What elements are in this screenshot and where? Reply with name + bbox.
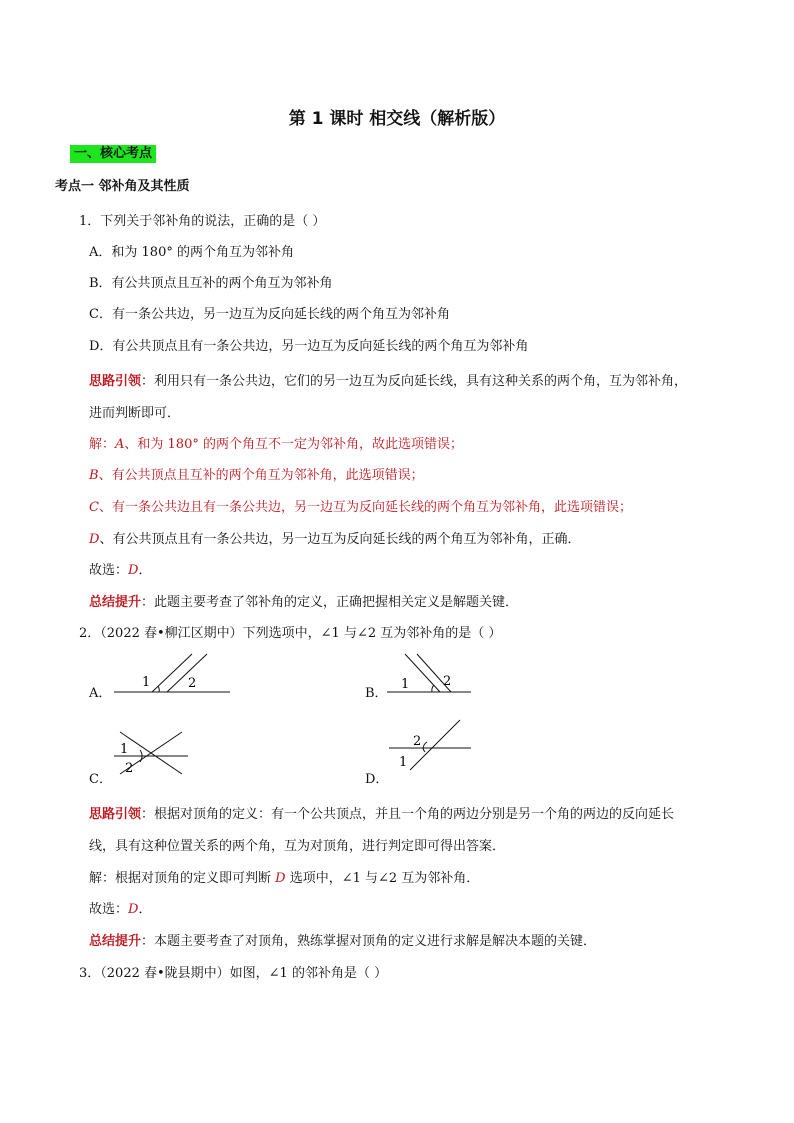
- q2-solution: [89, 867, 479, 886]
- fig-b-label-1: 1: [401, 677, 410, 692]
- q2-option-d-label: D．: [365, 772, 389, 787]
- q2-figure-c: [112, 728, 192, 778]
- q2-hint: [89, 803, 674, 822]
- q1-sol-c-letter: C: [89, 500, 99, 515]
- q1-sol-c-text: 、有一条公共边且有一条公共边，另一边互为反向延长线的两个角互为邻补角，此选项错误；: [98, 500, 632, 515]
- q1-hint-cont: 进而判断即可．: [89, 406, 181, 421]
- q2-sol-prefix: 解：根据对顶角的定义即可判断: [89, 871, 276, 886]
- fig-c-label-2: 2: [125, 761, 134, 776]
- q1-summary-label: 总结提升: [89, 595, 142, 610]
- q1-option-a: A．和为 180° 的两个角互为邻补角: [89, 245, 294, 260]
- q1-sol-d-text: 、有公共顶点且有一条公共边，另一边互为反向延长线的两个角互为邻补角，正确．: [99, 532, 581, 547]
- q1-sol-b: [89, 464, 424, 483]
- q1-sol-a: [89, 433, 463, 452]
- q2-answer: [89, 898, 151, 917]
- q1-answer: [89, 559, 151, 578]
- q2-summary: [89, 930, 596, 949]
- q2-option-c-label: C．: [89, 772, 112, 787]
- q1-option-c: C．有一条公共边，另一边互为反向延长线的两个角互为邻补角: [89, 307, 450, 322]
- q1-option-d: D．有公共顶点且有一条公共边，另一边互为反向延长线的两个角互为邻补角: [89, 339, 529, 354]
- q1-answer-suffix: ．: [138, 563, 152, 578]
- q1-sol-a-text: 、和为 180° 的两个角互不一定为邻补角，故此选项错误；: [124, 437, 463, 452]
- q2-option-b-label: B．: [365, 686, 388, 701]
- q1-sol-d: [89, 528, 580, 547]
- q1-summary-text: ：此题主要考查了邻补角的定义，正确把握相关定义是解题关键．: [141, 595, 519, 610]
- fig-d-label-1: 1: [399, 755, 408, 770]
- q2-answer-suffix: ．: [138, 902, 152, 917]
- q2-stem: 2．（2022 春•柳江区期中）下列选项中，∠1 与∠2 互为邻补角的是（ ）: [79, 626, 502, 641]
- q2-sol-letter: D: [275, 871, 286, 886]
- fig-d-label-2: 2: [413, 734, 422, 749]
- q1-summary: [89, 591, 518, 610]
- kaodian-heading: 考点一 邻补角及其性质: [55, 179, 190, 194]
- q1-hint-label: 思路引领: [89, 374, 142, 389]
- fig-b-label-2: 2: [443, 674, 452, 689]
- q2-answer-letter: D: [128, 902, 139, 917]
- page-title: 第 1 课时 相交线（解析版）: [288, 109, 506, 129]
- q2-figure-b: [385, 652, 475, 697]
- q2-answer-prefix: 故选：: [89, 902, 129, 917]
- q1-hint: [89, 370, 687, 389]
- q2-hint-label: 思路引领: [89, 807, 142, 822]
- q1-answer-prefix: 故选：: [89, 563, 129, 578]
- q1-answer-letter: D: [128, 563, 139, 578]
- q1-sol-d-letter: D: [89, 532, 100, 547]
- q1-sol-label: 解：: [89, 437, 116, 452]
- q1-sol-c: [89, 496, 632, 515]
- q2-figure-a: [112, 652, 232, 697]
- q1-sol-b-letter: B: [89, 468, 99, 483]
- q2-summary-label: 总结提升: [89, 934, 142, 949]
- section-banner: 一、核心考点: [70, 145, 156, 163]
- q2-hint-text-1: ：根据对顶角的定义：有一个公共顶点，并且一个角的两边分别是另一个角的两边的反向延长: [141, 807, 675, 822]
- q2-summary-text: ：本题主要考查了对顶角，熟练掌握对顶角的定义进行求解是解决本题的关键．: [141, 934, 597, 949]
- q1-sol-b-text: 、有公共顶点且互补的两个角互为邻补角，此选项错误；: [98, 468, 424, 483]
- q1-option-b: B．有公共顶点且互补的两个角互为邻补角: [89, 276, 333, 291]
- q1-sol-a-letter: A: [115, 437, 125, 452]
- q2-sol-suffix: 选项中，∠1 与∠2 互为邻补角．: [285, 871, 480, 886]
- q1-stem: 1．下列关于邻补角的说法，正确的是（ ）: [79, 214, 326, 229]
- fig-c-label-1: 1: [120, 742, 129, 757]
- q1-hint-text-1: ：利用只有一条公共边，它们的另一边互为反向延长线，具有这种关系的两个角，互为邻补角，: [141, 374, 688, 389]
- fig-a-label-1: 1: [142, 675, 151, 690]
- q2-option-a-label: A．: [89, 686, 112, 701]
- q2-figure-d: [385, 718, 475, 773]
- q3-stem: 3．（2022 春•陇县期中）如图，∠1 的邻补角是（ ）: [79, 966, 388, 981]
- fig-a-label-2: 2: [188, 676, 197, 691]
- q2-hint-cont: 线，具有这种位置关系的两个角，互为对顶角，进行判定即可得出答案．: [89, 839, 506, 854]
